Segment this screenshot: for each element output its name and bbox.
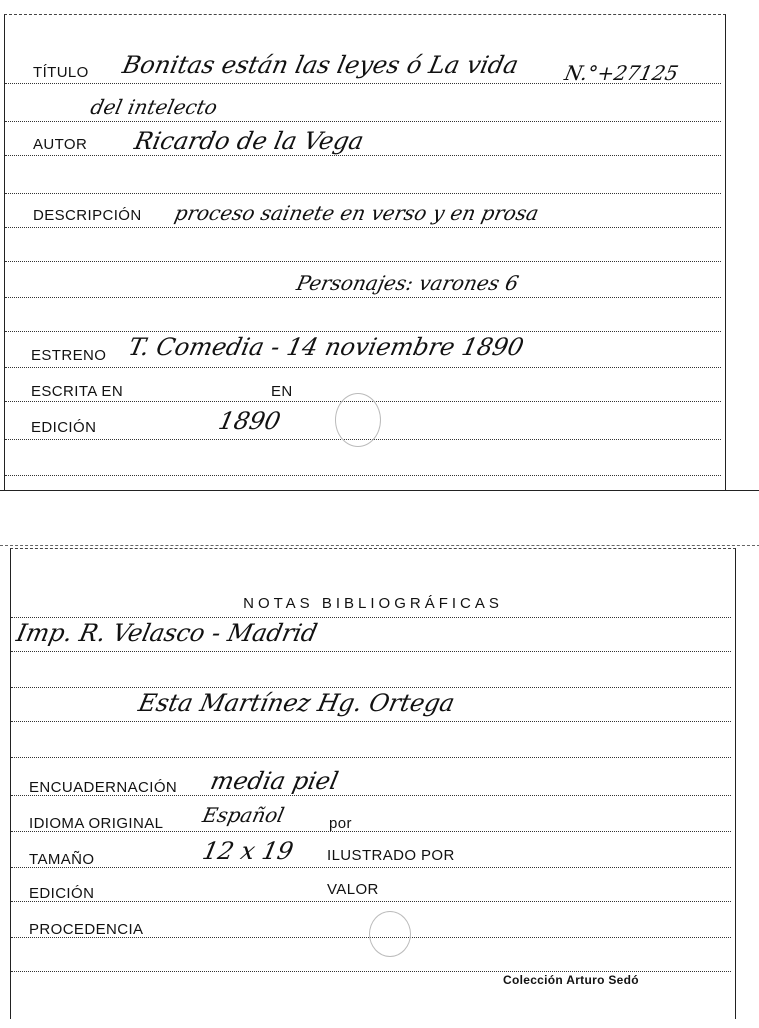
paper-stain: [369, 911, 411, 957]
idioma-label: IDIOMA ORIGINAL: [29, 815, 164, 832]
rule: [5, 155, 721, 156]
encuadernacion-label: ENCUADERNACIÓN: [29, 779, 178, 796]
personajes-value: Personajes: varones 6: [294, 271, 521, 295]
estreno-value: T. Comedia - 14 noviembre 1890: [126, 333, 527, 361]
titulo-value-cont: del intelecto: [88, 95, 220, 119]
en-label: EN: [271, 383, 293, 400]
rule: [5, 367, 721, 368]
rule: [5, 121, 721, 122]
rule: [5, 227, 721, 228]
rule: [11, 687, 731, 688]
rule: [11, 757, 731, 758]
rule: [11, 721, 731, 722]
valor-label: VALOR: [327, 881, 379, 898]
card-separator: [0, 545, 759, 546]
por-label: por: [329, 815, 352, 832]
rule: [5, 261, 721, 262]
edicion-label-2: EDICIÓN: [29, 885, 95, 902]
titulo-value: Bonitas están las leyes ó La vida: [120, 51, 522, 79]
tamano-value: 12 x 19: [200, 837, 296, 865]
notas-title: NOTAS BIBLIOGRÁFICAS: [243, 595, 503, 612]
procedencia-label: PROCEDENCIA: [29, 921, 144, 938]
descripcion-label: DESCRIPCIÓN: [33, 207, 142, 224]
rule: [5, 475, 721, 476]
estreno-label: ESTRENO: [31, 347, 107, 364]
rule: [11, 617, 731, 618]
rule: [11, 867, 731, 868]
ilustrado-por-label: ILUSTRADO POR: [327, 847, 455, 864]
rule: [5, 193, 721, 194]
rule: [5, 297, 721, 298]
tamano-label: TAMAÑO: [29, 851, 95, 868]
rule: [11, 901, 731, 902]
autor-label: AUTOR: [33, 136, 88, 153]
autor-value: Ricardo de la Vega: [132, 127, 367, 155]
idioma-value: Español: [200, 803, 287, 827]
card-separator: [0, 490, 759, 491]
paper-stain: [335, 393, 381, 447]
notas-line-2: Esta Martínez Hg. Ortega: [136, 689, 458, 717]
rule: [11, 971, 731, 972]
coleccion-footer: Colección Arturo Sedó: [503, 973, 639, 987]
escrita-en-label: ESCRITA EN: [31, 383, 124, 400]
edicion-label: EDICIÓN: [31, 419, 97, 436]
catalog-card-main: [4, 14, 726, 491]
catalog-number: N.°+27125: [562, 61, 681, 85]
rule: [11, 651, 731, 652]
descripcion-value: proceso sainete en verso y en prosa: [172, 201, 541, 225]
catalog-card-notes: [10, 548, 736, 1019]
notas-line-1: Imp. R. Velasco - Madrid: [14, 619, 320, 647]
titulo-label: TÍTULO: [33, 64, 89, 81]
encuadernacion-value: media piel: [208, 767, 341, 795]
rule: [5, 331, 721, 332]
edicion-value: 1890: [216, 407, 284, 435]
